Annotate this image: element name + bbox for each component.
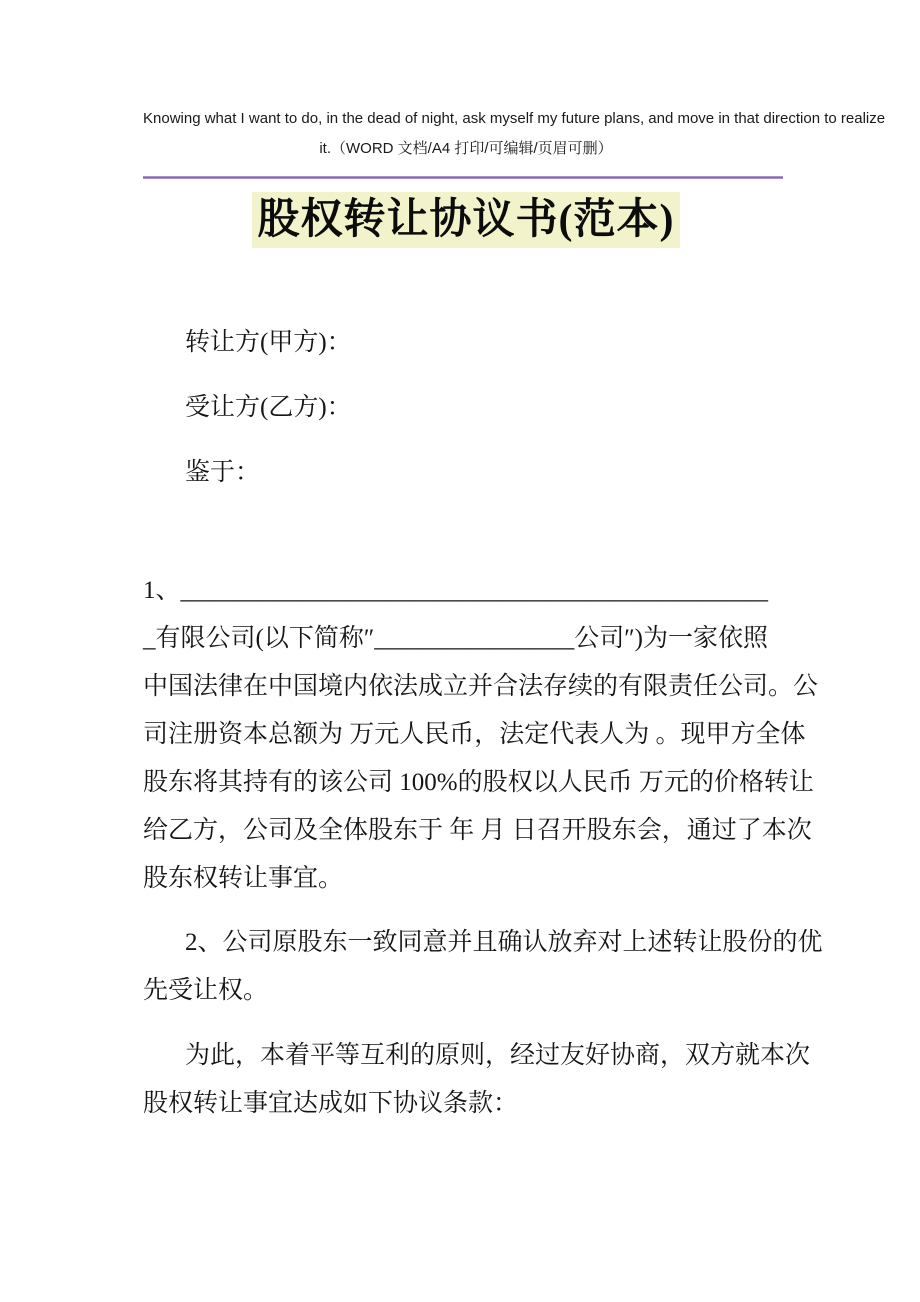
header-divider-rule (143, 176, 783, 179)
transferor-label: 转让方(甲方)： (185, 329, 352, 356)
transferee-label: 受让方(乙方)： (185, 394, 352, 421)
preamble-line-1: 为此，本着平等互利的原则，经过友好协商，双方就本次 (185, 1042, 811, 1069)
clause-1-line-7: 股东权转让事宜。 (143, 865, 344, 892)
clause-1-line-3: 中国法律在中国境内依法成立并合法存续的有限责任公司。公 (143, 673, 819, 700)
preamble-line-2: 股权转让事宜达成如下协议条款： (143, 1090, 519, 1117)
title-row (143, 192, 789, 248)
preamble-paragraph (143, 1032, 811, 1128)
whereas-label: 鉴于： (185, 459, 261, 486)
clause-2-line-1: 2、公司原股东一致同意并且确认放弃对上述转让股份的优 (185, 929, 823, 956)
party-labels-block (143, 319, 789, 514)
clause-1-line-4: 司注册资本总额为 万元人民币，法定代表人为 。现甲方全体 (143, 721, 806, 748)
clause-1-line-6: 给乙方，公司及全体股东于 年 月 日召开股东会，通过了本次 (143, 817, 812, 844)
clause-1-paragraph (143, 567, 819, 903)
document-title: 股权转让协议书(范本) (252, 192, 681, 248)
clause-2-paragraph (143, 919, 823, 1015)
header-text-line2: it.（WORD 文档/A4 打印/可编辑/页眉可删） (319, 140, 613, 157)
header-text-line1: Knowing what I want to do, in the dead of night, ask myself my future plans, and move in that direction to realize (143, 110, 886, 127)
clause-1-line-1: 1、_______________________________________________ (143, 577, 769, 604)
clause-2-line-2: 先受让权。 (143, 977, 269, 1004)
clause-1-line-2: _有限公司(以下简称″________________公司″)为一家依照 (143, 625, 768, 652)
clause-1-line-5: 股东将其持有的该公司 100%的股权以人民币 万元的价格转让 (143, 769, 814, 796)
page-header (143, 104, 886, 164)
